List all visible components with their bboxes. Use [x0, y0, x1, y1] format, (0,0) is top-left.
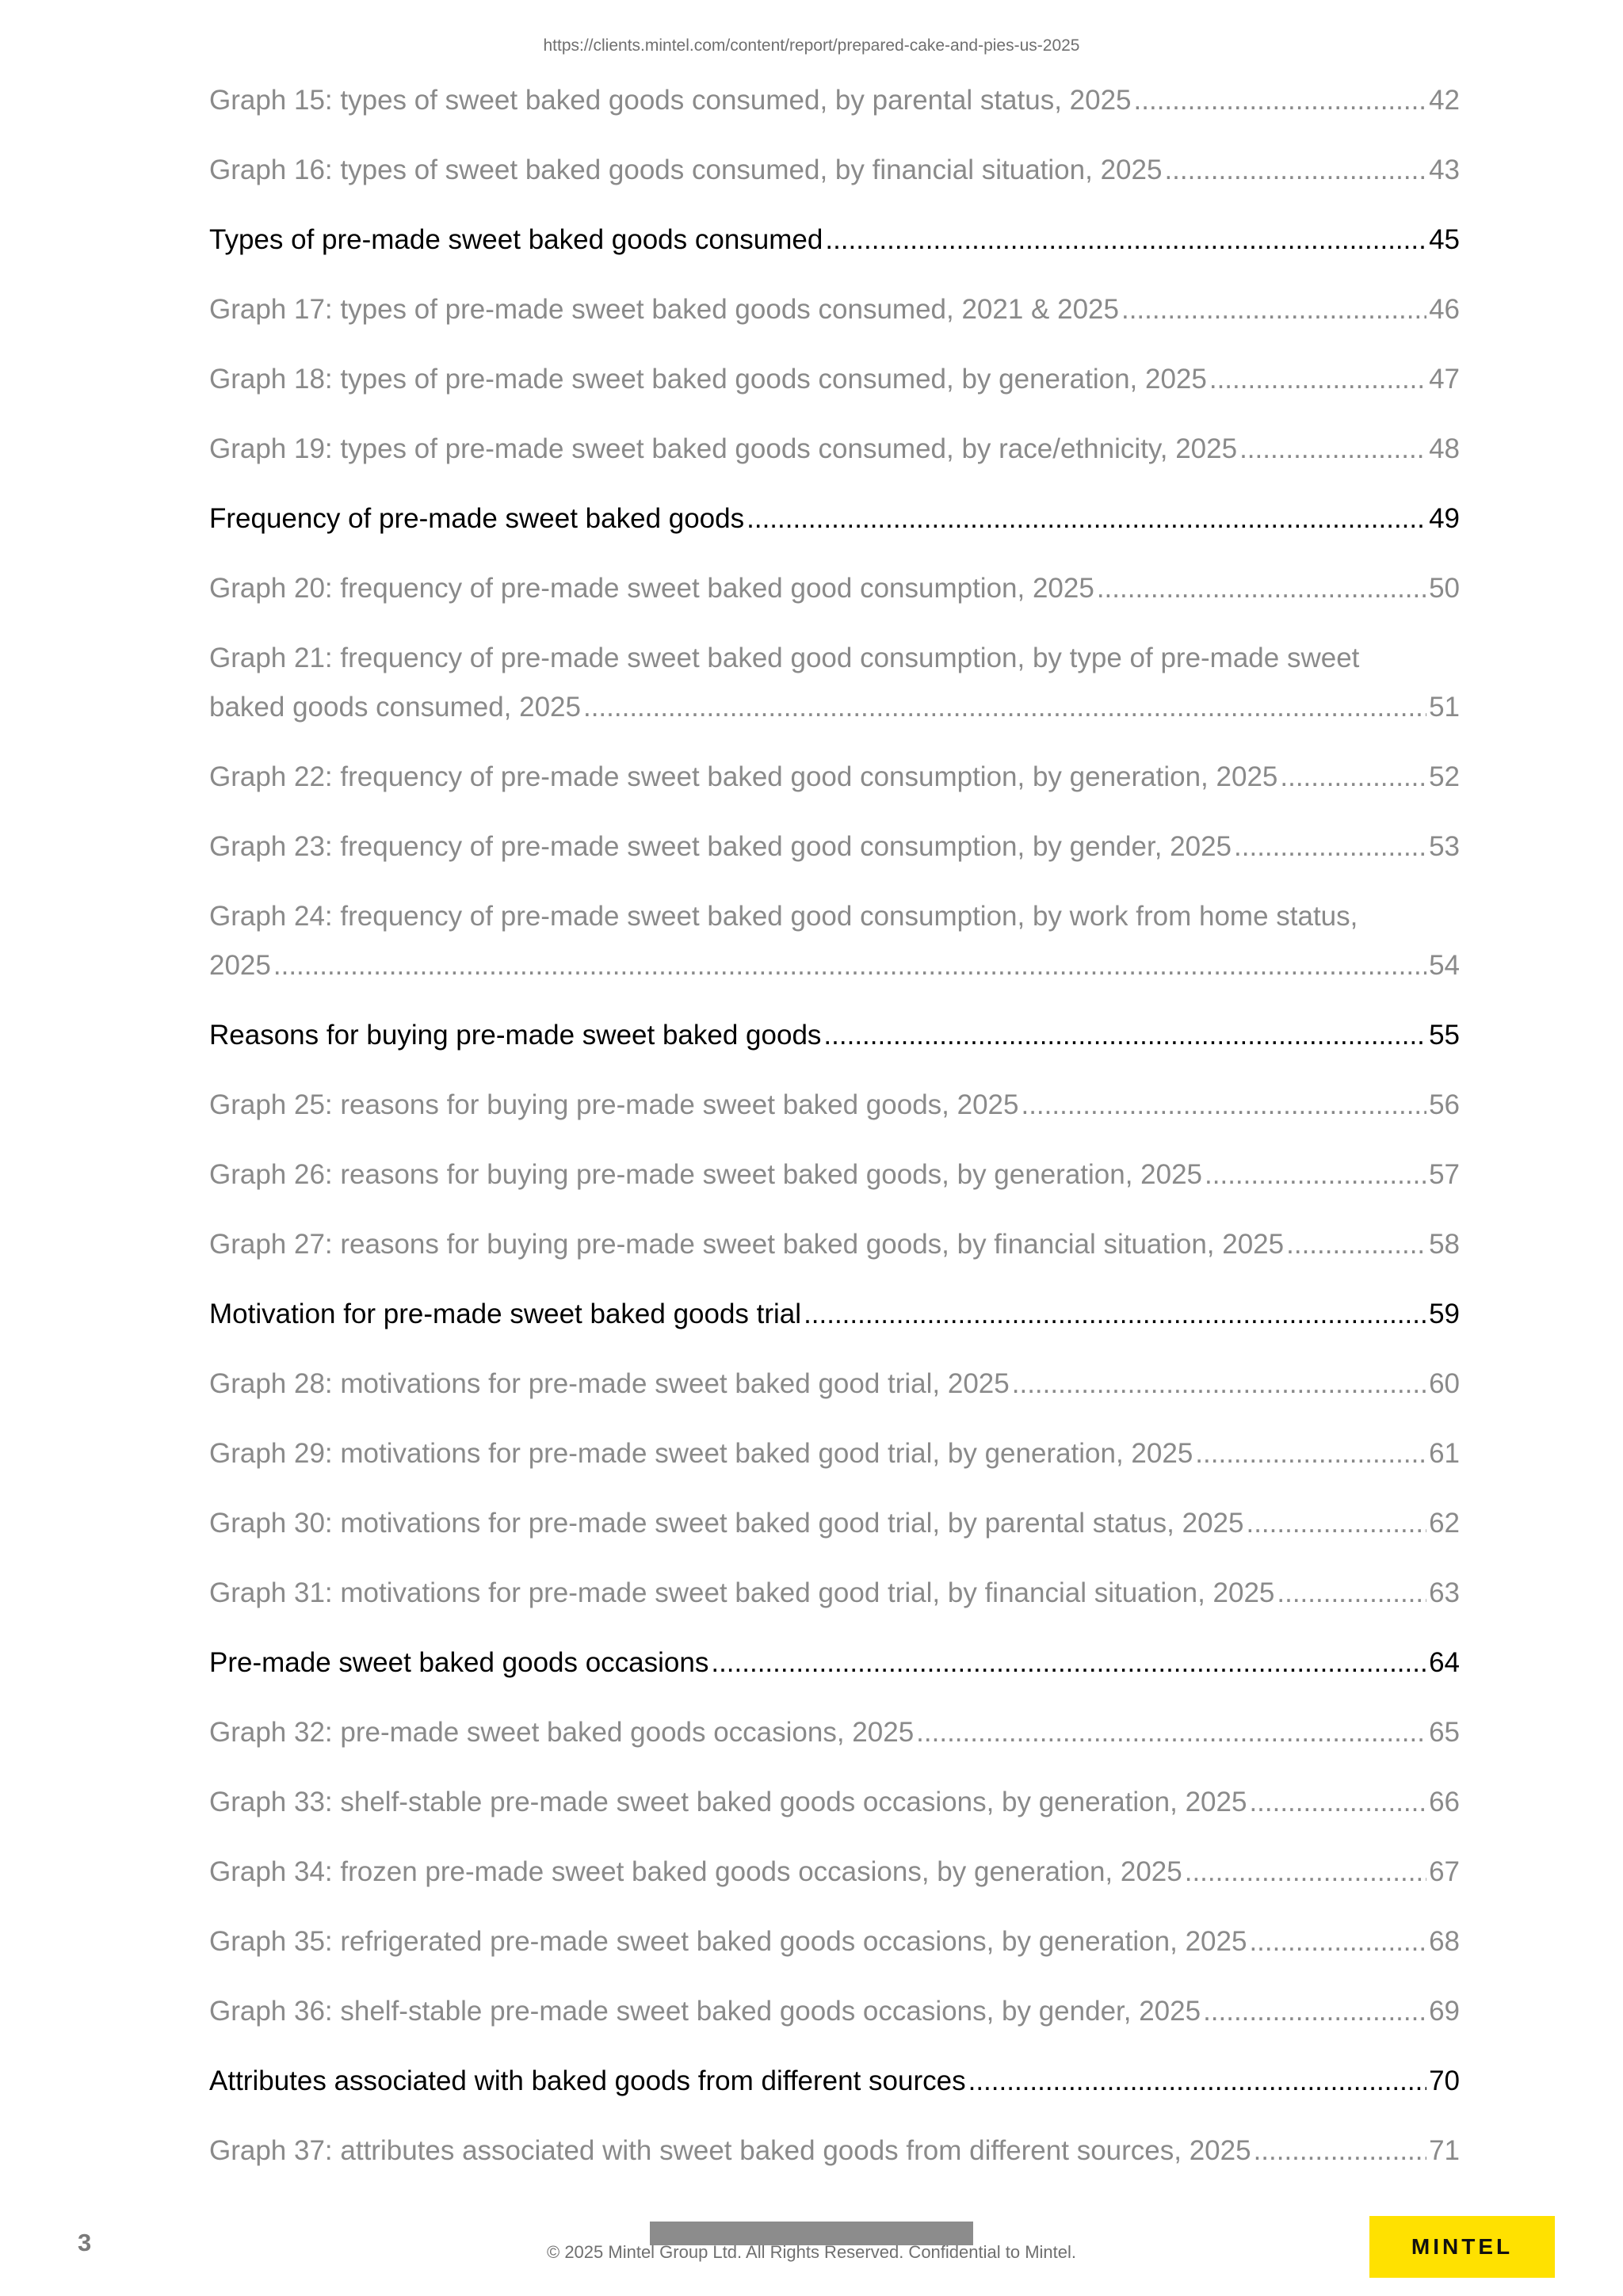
- toc-entry-row: [209, 1848, 1460, 1897]
- toc-page-number: 71: [1429, 2135, 1460, 2166]
- toc-section-entry[interactable]: [209, 2057, 1460, 2106]
- toc-graph-entry[interactable]: [209, 1987, 1460, 2036]
- toc-entry-row: [209, 1499, 1460, 1548]
- toc-dot-leader: [1097, 564, 1426, 613]
- toc-entry-row: [209, 822, 1460, 871]
- copyright-notice: © 2025 Mintel Group Ltd. All Rights Reserved. Confidential to Mintel.: [547, 2242, 1076, 2262]
- toc-entry-row: [209, 1987, 1460, 2036]
- toc-dot-leader: [1012, 1360, 1426, 1409]
- report-url[interactable]: https://clients.mintel.com/content/report/prepared-cake-and-pies-us-2025: [543, 36, 1080, 55]
- toc-section-entry[interactable]: [209, 1290, 1460, 1339]
- toc-entry-title: Graph 19: types of pre-made sweet baked goods consumed, by race/ethnicity, 2025: [209, 433, 1238, 464]
- toc-entry-row: [209, 1569, 1460, 1618]
- toc-entry-title: Attributes associated with baked goods from different sources: [209, 2065, 966, 2096]
- toc-section-entry[interactable]: [209, 1638, 1460, 1688]
- toc-entry-row: [209, 1081, 1460, 1130]
- toc-dot-leader: [273, 941, 1426, 990]
- toc-graph-entry[interactable]: [209, 1220, 1460, 1269]
- toc-dot-leader: [583, 683, 1426, 732]
- toc-page-number: 51: [1429, 692, 1460, 723]
- toc-entry-row: [209, 146, 1460, 195]
- toc-entry-row: [209, 355, 1460, 404]
- toc-page-number: 55: [1429, 1020, 1460, 1051]
- toc-entry-title: Graph 28: motivations for pre-made sweet baked good trial, 2025: [209, 1368, 1010, 1399]
- toc-dot-leader: [916, 1708, 1426, 1757]
- toc-page-number: 54: [1429, 950, 1460, 981]
- toc-entry-title: Graph 27: reasons for buying pre-made sweet baked goods, by financial situation, 2025: [209, 1229, 1285, 1260]
- toc-dot-leader: [1021, 1081, 1426, 1130]
- toc-entry-title: Types of pre-made sweet baked goods consumed: [209, 224, 823, 255]
- toc-entry-row: [209, 1778, 1460, 1827]
- toc-graph-entry[interactable]: [209, 1708, 1460, 1757]
- toc-graph-entry[interactable]: [209, 1569, 1460, 1618]
- toc-graph-entry[interactable]: [209, 146, 1460, 195]
- toc-page-number: 68: [1429, 1926, 1460, 1957]
- toc-page-number: 65: [1429, 1717, 1460, 1748]
- toc-entry-title: Graph 20: frequency of pre-made sweet baked good consumption, 2025: [209, 573, 1094, 604]
- mintel-logo: MINTEL: [1369, 2216, 1555, 2278]
- toc-entry-title: baked goods consumed, 2025: [209, 692, 581, 723]
- toc-entry-row: [209, 2057, 1460, 2106]
- toc-dot-leader: [1249, 1917, 1426, 1966]
- toc-entry-title: Graph 29: motivations for pre-made sweet baked good trial, by generation, 2025: [209, 1438, 1193, 1469]
- toc-graph-entry[interactable]: [209, 564, 1460, 613]
- toc-dot-leader: [1195, 1429, 1426, 1478]
- toc-entry-row: [209, 1150, 1460, 1199]
- toc-entry-row: [209, 215, 1460, 265]
- toc-dot-leader: [1239, 425, 1426, 474]
- toc-entry-title: Graph 26: reasons for buying pre-made sweet baked goods, by generation, 2025: [209, 1159, 1203, 1190]
- toc-entry-title: Graph 35: refrigerated pre-made sweet baked goods occasions, by generation, 2025: [209, 1926, 1247, 1957]
- toc-entry-title-line1: Graph 24: frequency of pre-made sweet baked good consumption, by work from home status,: [209, 901, 1358, 932]
- toc-page-number: 66: [1429, 1787, 1460, 1817]
- toc-dot-leader: [1249, 1778, 1426, 1827]
- toc-page-number: 60: [1429, 1368, 1460, 1399]
- toc-graph-entry[interactable]: [209, 1429, 1460, 1478]
- toc-entry-row: [209, 564, 1460, 613]
- toc-section-entry[interactable]: [209, 494, 1460, 543]
- toc-dot-leader: [1121, 285, 1426, 334]
- toc-page-number: 50: [1429, 573, 1460, 604]
- toc-dot-leader: [747, 494, 1426, 543]
- toc-entry-title: Frequency of pre-made sweet baked goods: [209, 503, 745, 534]
- toc-entry-row: [209, 1290, 1460, 1339]
- toc-page-number: 56: [1429, 1089, 1460, 1120]
- toc-dot-leader: [1277, 1569, 1426, 1618]
- toc-section-entry[interactable]: [209, 1011, 1460, 1060]
- toc-entry-row: [209, 1708, 1460, 1757]
- toc-dot-leader: [1209, 355, 1426, 404]
- toc-entry-title: Motivation for pre-made sweet baked goods trial: [209, 1299, 802, 1329]
- toc-page-number: 47: [1429, 364, 1460, 395]
- toc-page-number: 59: [1429, 1299, 1460, 1329]
- toc-dot-leader: [1234, 822, 1426, 871]
- toc-graph-entry[interactable]: [209, 355, 1460, 404]
- toc-page-number: 45: [1429, 224, 1460, 255]
- toc-page-number: 43: [1429, 154, 1460, 185]
- toc-entry-row: [209, 1429, 1460, 1478]
- toc-entry-title: Graph 18: types of pre-made sweet baked goods consumed, by generation, 2025: [209, 364, 1207, 395]
- toc-entry-title: Graph 33: shelf-stable pre-made sweet baked goods occasions, by generation, 2025: [209, 1787, 1247, 1817]
- toc-graph-entry[interactable]: [209, 425, 1460, 474]
- toc-dot-leader: [823, 1011, 1426, 1060]
- toc-page-number: 57: [1429, 1159, 1460, 1190]
- toc-entry-row: [209, 2126, 1460, 2176]
- toc-entry-row: [209, 494, 1460, 543]
- toc-entry-row: [209, 425, 1460, 474]
- toc-dot-leader: [1246, 1499, 1426, 1548]
- toc-graph-entry[interactable]: [209, 76, 1460, 125]
- toc-dot-leader: [1280, 753, 1426, 802]
- toc-entry-title: 2025: [209, 950, 271, 981]
- toc-dot-leader: [825, 215, 1426, 265]
- toc-dot-leader: [968, 2057, 1426, 2106]
- toc-entry-row: [209, 1220, 1460, 1269]
- toc-page-number: 64: [1429, 1647, 1460, 1678]
- toc-entry-title: Graph 17: types of pre-made sweet baked goods consumed, 2021 & 2025: [209, 294, 1119, 325]
- toc-graph-entry[interactable]: [209, 1917, 1460, 1966]
- toc-entry-title: Graph 36: shelf-stable pre-made sweet baked goods occasions, by gender, 2025: [209, 1996, 1201, 2027]
- toc-page-number: 52: [1429, 761, 1460, 792]
- toc-entry-row: [209, 941, 1460, 990]
- toc-graph-entry[interactable]: [209, 753, 1460, 802]
- toc-graph-entry[interactable]: [209, 1848, 1460, 1897]
- toc-dot-leader: [1164, 146, 1426, 195]
- toc-entry-row: [209, 753, 1460, 802]
- toc-entry-row: [209, 1011, 1460, 1060]
- toc-graph-entry[interactable]: [209, 1360, 1460, 1409]
- toc-entry-title: Graph 22: frequency of pre-made sweet baked good consumption, by generation, 2025: [209, 761, 1278, 792]
- toc-graph-entry[interactable]: [209, 1081, 1460, 1130]
- toc-graph-entry[interactable]: [209, 2126, 1460, 2176]
- toc-dot-leader: [1185, 1848, 1426, 1897]
- toc-page-number: 70: [1429, 2065, 1460, 2096]
- toc-entry-title: Graph 15: types of sweet baked goods consumed, by parental status, 2025: [209, 85, 1132, 116]
- toc-entry-title: Graph 32: pre-made sweet baked goods occasions, 2025: [209, 1717, 915, 1748]
- toc-page-number: 67: [1429, 1856, 1460, 1887]
- toc-entry-title-line1: Graph 21: frequency of pre-made sweet baked good consumption, by type of pre-made sweet: [209, 643, 1360, 673]
- toc-entry-title: Graph 25: reasons for buying pre-made sweet baked goods, 2025: [209, 1089, 1019, 1120]
- page-number: 3: [78, 2229, 92, 2256]
- toc-graph-entry[interactable]: [209, 1778, 1460, 1827]
- toc-dot-leader: [804, 1290, 1426, 1339]
- toc-entry-title: Graph 31: motivations for pre-made sweet baked good trial, by financial situation, 2025: [209, 1577, 1275, 1608]
- toc-page-number: 58: [1429, 1229, 1460, 1260]
- toc-entry-row: [209, 1917, 1460, 1966]
- toc-entry-title: Graph 23: frequency of pre-made sweet baked good consumption, by gender, 2025: [209, 831, 1232, 862]
- toc-page-number: 48: [1429, 433, 1460, 464]
- toc-entry-row: [209, 76, 1460, 125]
- toc-entry-title: Graph 34: frozen pre-made sweet baked goods occasions, by generation, 2025: [209, 1856, 1182, 1887]
- toc-dot-leader: [1205, 1150, 1426, 1199]
- toc-entry-row: [209, 285, 1460, 334]
- toc-entry-row: [209, 1638, 1460, 1688]
- toc-graph-entry[interactable]: [209, 822, 1460, 871]
- toc-graph-entry[interactable]: [209, 892, 1460, 990]
- toc-page-number: 62: [1429, 1508, 1460, 1539]
- toc-entry-title: Pre-made sweet baked goods occasions: [209, 1647, 709, 1678]
- toc-dot-leader: [1134, 76, 1427, 125]
- toc-graph-entry[interactable]: [209, 634, 1460, 732]
- toc-page-number: 69: [1429, 1996, 1460, 2027]
- toc-entry-title: Graph 30: motivations for pre-made sweet baked good trial, by parental status, 2025: [209, 1508, 1244, 1539]
- toc-graph-entry[interactable]: [209, 1499, 1460, 1548]
- toc-dot-leader: [1286, 1220, 1426, 1269]
- toc-entry-title: Graph 37: attributes associated with sweet baked goods from different sources, 2025: [209, 2135, 1251, 2166]
- toc-page-number: 53: [1429, 831, 1460, 862]
- toc-dot-leader: [1203, 1987, 1426, 2036]
- toc-dot-leader: [1254, 2126, 1427, 2176]
- toc-entry-row: [209, 1360, 1460, 1409]
- toc-page-number: 61: [1429, 1438, 1460, 1469]
- toc-page-number: 63: [1429, 1577, 1460, 1608]
- toc-dot-leader: [711, 1638, 1426, 1688]
- toc-graph-entry[interactable]: [209, 285, 1460, 334]
- toc-page-number: 42: [1429, 85, 1460, 116]
- toc-page-number: 49: [1429, 503, 1460, 534]
- toc-section-entry[interactable]: [209, 215, 1460, 265]
- toc-entry-title: Graph 16: types of sweet baked goods consumed, by financial situation, 2025: [209, 154, 1163, 185]
- toc-entry-row: [209, 683, 1460, 732]
- toc-graph-entry[interactable]: [209, 1150, 1460, 1199]
- toc-page-number: 46: [1429, 294, 1460, 325]
- toc-entry-title: Reasons for buying pre-made sweet baked goods: [209, 1020, 822, 1051]
